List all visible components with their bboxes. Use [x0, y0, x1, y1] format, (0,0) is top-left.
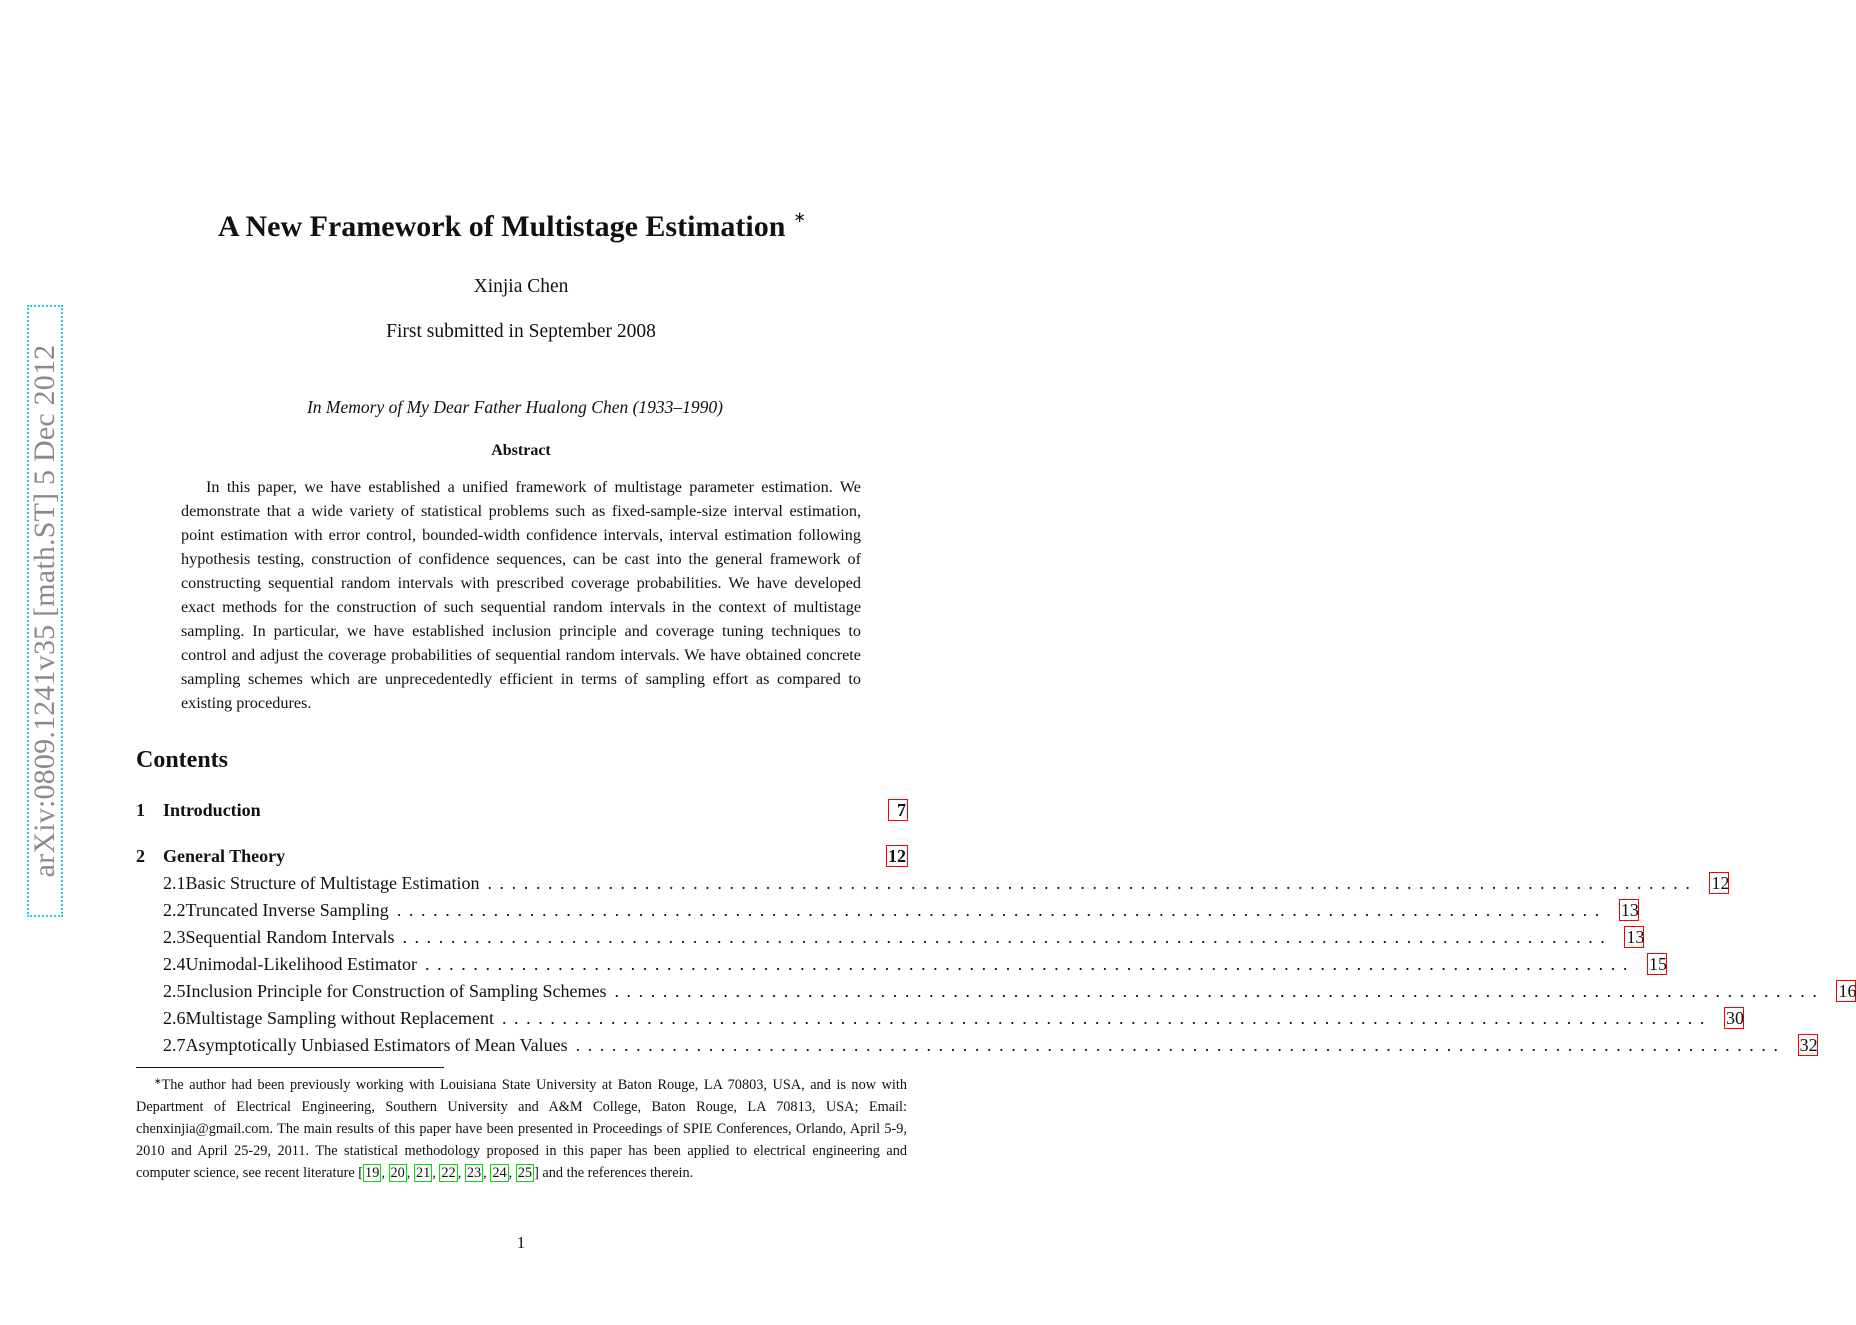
page-number: 1 [516, 1233, 526, 1252]
toc-subsection-number: 2.2 [163, 900, 186, 920]
toc-subsection-number: 2.1 [163, 873, 186, 893]
toc-page-link[interactable]: 12 [888, 846, 906, 866]
toc-page-link[interactable]: 12 [1711, 873, 1730, 893]
toc-page-link[interactable]: 7 [888, 799, 908, 821]
footnote-rule [136, 1067, 444, 1068]
submission-date: First submitted in September 2008 [386, 321, 656, 342]
toc-subsection-label: Asymptotically Unbiased Estimators of Mean Values [185, 1035, 568, 1055]
toc-subsection-number: 2.5 [163, 981, 186, 1001]
contents-heading: Contents [136, 747, 229, 773]
toc-subsection-label: Inclusion Principle for Construction of Sampling Schemes [185, 981, 607, 1001]
toc-subsection[interactable] [136, 1034, 1818, 1058]
dot-leader: .................................................................................................... [396, 900, 1607, 920]
abstract-heading: Abstract [491, 442, 551, 459]
abstract-text: In this paper, we have established a unified framework of multistage parameter estimation. We demonstrate that a wide variety of statistical problems such as fixed-sample-size interval estimation, point estimation with error control, bounded-width confidence intervals, interval estimation following hypothesis testing, construction of confidence sequences, can be cast into the general framework of constructing sequential random intervals with prescribed coverage probabilities. We have developed exact methods for the construction of such sequential random intervals in the context of multistage sampling. In particular, we have established inclusion principle and coverage tuning techniques to control and adjust the coverage probabilities of sequential random intervals. We have obtained concrete sampling schemes which are unprecedentedly efficient in terms of sampling effort as compared to existing procedures. [181, 478, 861, 712]
footnote-text: The author had been previously working with Louisiana State University at Baton Rouge, LA 70803, USA, and is now with Department of Electrical Engineering, Southern University and A&M College, Baton Rouge, LA 70813, USA; Email: chenxinjia@gmail.com. The main results of this paper have been presented in Proceedings of SPIE Conferences, Orlando, April 5-9, 2010 and April 25-29, 2011. The statistical methodology proposed in this paper has been applied to electrical engineering and computer science, see recent literature [136, 1077, 907, 1181]
toc-subsection-number: 2.3 [163, 927, 186, 947]
toc-subsection[interactable] [136, 953, 1667, 977]
toc-page-link[interactable]: 13 [1626, 927, 1645, 947]
toc-section-introduction[interactable] [136, 799, 908, 823]
toc-subsection-label: Unimodal-Likelihood Estimator [185, 954, 417, 974]
toc-subsection[interactable] [136, 980, 1856, 1004]
citation-group: [ 19 , 20 , 21 , 22 , 23 , 24 , 25 ] [358, 1165, 539, 1181]
toc-page-link[interactable]: 13 [1620, 900, 1639, 920]
toc-subsection-number: 2.4 [163, 954, 186, 974]
citation-link[interactable]: 19 [365, 1165, 380, 1181]
citation-link[interactable]: 24 [492, 1165, 507, 1181]
toc-page-link[interactable]: 32 [1799, 1035, 1818, 1055]
toc-section-label: Introduction [163, 800, 261, 820]
footnote-tail: and the references therein. [542, 1165, 694, 1181]
toc-subsection-number: 2.7 [163, 1035, 186, 1055]
toc-subsection-label: Multistage Sampling without Replacement [185, 1008, 494, 1028]
dedication: In Memory of My Dear Father Hualong Chen (1933–1990) [306, 397, 724, 417]
citation-link[interactable]: 20 [390, 1165, 405, 1181]
toc-subsection-label: Basic Structure of Multistage Estimation [185, 873, 480, 893]
citation-link[interactable]: 23 [466, 1165, 482, 1181]
dot-leader: .................................................................................................... [402, 927, 1613, 947]
paper-title [0, 208, 1024, 244]
title-footnote-mark[interactable]: ∗ [793, 210, 806, 226]
dot-leader: .................................................................................................... [501, 1008, 1712, 1028]
arxiv-id[interactable]: arXiv:0809.1241v35 [math.ST] 5 Dec 2012 [28, 344, 61, 878]
citation-link[interactable]: 21 [415, 1165, 431, 1181]
citation-link[interactable]: 22 [441, 1165, 456, 1181]
dot-leader: .................................................................................................... [575, 1035, 1786, 1055]
toc-section-label: General Theory [163, 846, 286, 866]
toc-subsection-label: Truncated Inverse Sampling [185, 900, 389, 920]
toc-page-link[interactable]: 16 [1838, 981, 1856, 1001]
toc-subsection[interactable] [136, 1007, 1744, 1031]
toc-subsection-number: 2.6 [163, 1008, 186, 1028]
footnote [136, 1070, 907, 1184]
toc-section-number: 1 [136, 800, 145, 820]
dot-leader: .................................................................................................... [614, 981, 1825, 1001]
toc-section-number: 2 [136, 846, 145, 866]
toc-subsection-label: Sequential Random Intervals [185, 927, 395, 947]
footnote-mark: ∗ [154, 1076, 162, 1086]
citation-link[interactable]: 25 [517, 1165, 533, 1181]
toc-section-general-theory[interactable] [136, 845, 908, 869]
title-text: A New Framework of Multistage Estimation [218, 210, 786, 243]
dot-leader: .................................................................................................... [487, 873, 1698, 893]
dot-leader: .................................................................................................... [424, 954, 1635, 974]
toc-subsection[interactable] [136, 872, 1730, 896]
toc-page-link[interactable]: 15 [1648, 954, 1667, 974]
toc-subsection[interactable] [136, 899, 1639, 923]
toc-subsection[interactable] [136, 926, 1645, 950]
author: Xinjia Chen [473, 276, 569, 297]
toc-page-link[interactable]: 30 [1725, 1008, 1744, 1028]
